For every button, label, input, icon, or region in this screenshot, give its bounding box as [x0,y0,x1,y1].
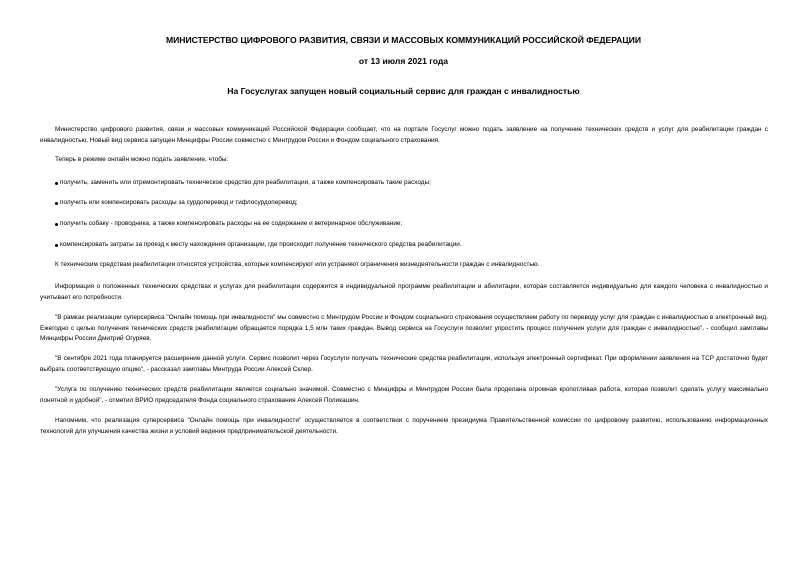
list-item-text: компенсировать затраты за проезд к месту нахождения организации, где происходит получение технического средства реабилитации. [60,241,462,248]
document-title: На Госуслугах запущен новый социальный сервис для граждан с инвалидностью [227,86,580,96]
list-item-text: получить или компенсировать расходы за сурдоперевод и тифлосурдоперевод; [60,199,298,206]
paragraph-quote-oguryaev: "В рамках реализации суперсервиса "Онлайн помощь при инвалидности" мы совместно с Минтрудом России и Фондом социального страхования осуществляем работу по переводу услуг для граждан с инвалидностью в электронный вид. Ежегодно с целью получения технических средств реабилитации обращается порядка 1,5 млн таких граждан. Вывод сервиса на Госуслуги позволит упростить процесс получения услуги для граждан с инвалидностью", - сообщил замглавы Минцифры России Дмитрий Огуряев. [40,314,768,342]
paragraph-quote-skler: "В сентябре 2021 года планируется расширение данной услуги. Сервис позволит через Госуслуги получать технические средства реабилитации, используя электронный сертификат. При оформлении заявления на ТСР достаточно будет выбрать соответствующую опцию", - рассказал замглавы Минтруда России Алексей Склер. [40,355,768,373]
paragraph-quote-polikashin: "Услуга по получению технических средств реабилитации является социально значимой. Совместно с Минцифры и Минтрудом России была проделана огромная кропотливая работа, которая позволит сделать услугу максимально понятной и удобной", - отметил ВРИО председателя Фонда социального страхования Алексей Поликашин. [40,386,768,404]
list-item [55,198,770,208]
ministry-heading: МИНИСТЕРСТВО ЦИФРОВОГО РАЗВИТИЯ, СВЯЗИ И МАССОВЫХ КОММУНИКАЦИЙ РОССИЙСКОЙ ФЕДЕРАЦИИ [165,35,642,45]
paragraph-intro: Министерство цифрового развития, связи и массовых коммуникаций Российской Федерации сообщает, что на портале Госуслуг можно подать заявление на получение технических средств и услуг для реабилитации граждан с инвалидностью. Новый вид сервиса запущен Минцифры России совместно с Минтрудом России и Фондом социального страхования. [40,126,768,144]
bullet-icon [55,182,58,185]
list-item-text: получить собаку - проводника, а также компенсировать расходы на ее содержание и ветеринарное обслуживание; [60,220,403,227]
list-item [55,240,770,250]
paragraph-individual-program: Информация о положенных технических средствах и услугах для реабилитации содержится в индивидуальной программе реабилитации и абилитации, которая составляется индивидуально для каждого человека с инвалидностью и учитывает его потребности. [40,283,768,301]
paragraph-definition: К техническим средствам реабилитации относятся устройства, которые компенсируют или устраняют ограничения жизнедеятельности граждан с инвалидностью. [55,261,540,268]
paragraph-reminder: Напомним, что реализация суперсервиса "Онлайн помощь при инвалидности" осуществляется в соответствии с поручением президиума Правительственной комиссии по цифровому развитию, использованию информационных технологий для улучшения качества жизни и условий ведения предпринимательской деятельности. [40,417,768,435]
document-date: от 13 июля 2021 года [358,56,449,66]
paragraph-list-intro: Теперь в режиме онлайн можно подать заявление, чтобы: [55,156,229,163]
bullet-icon [55,244,58,247]
bullet-icon [55,202,58,205]
list-item [55,178,770,188]
list-item-text: получить, заменить или отремонтировать техническое средство для реабилитации, а также компенсировать такие расходы; [60,179,431,186]
bullet-icon [55,223,58,226]
list-item [55,219,770,229]
